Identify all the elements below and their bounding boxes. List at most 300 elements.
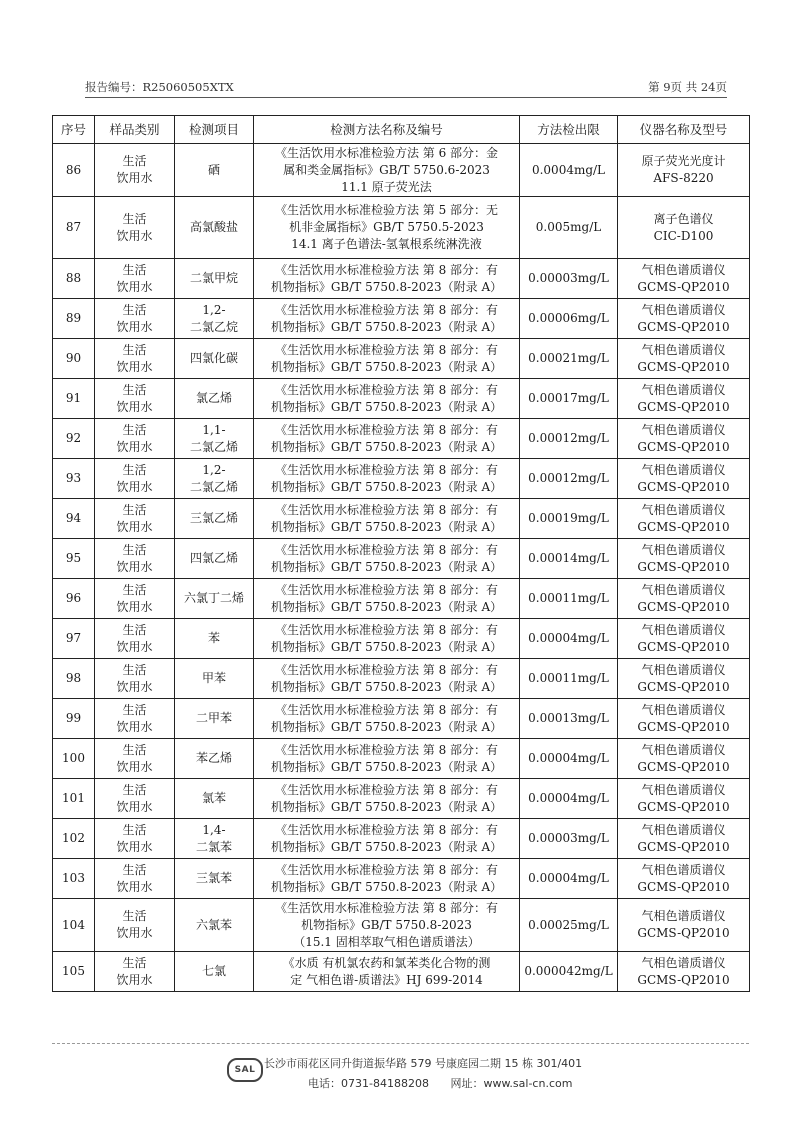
instrument-line: 气相色谱质谱仪 <box>641 422 726 437</box>
header-divider <box>85 97 727 98</box>
item-line: 二氯乙烯 <box>189 439 238 454</box>
method-line: 《生活饮用水标准检验方法 第 8 部分：有 <box>274 702 499 717</box>
cell-no: 100 <box>53 739 95 779</box>
cell-item <box>175 339 254 379</box>
method-line: 机物指标》GB/T 5750.8-2023（附录 A） <box>270 599 503 614</box>
cell-limit: 0.00011mg/L <box>520 659 618 699</box>
instrument-line: 离子色谱仪 <box>653 211 714 226</box>
cell-method <box>254 499 520 539</box>
cell-method <box>254 379 520 419</box>
method-line: 《生活饮用水标准检验方法 第 8 部分：有 <box>274 822 499 837</box>
cell-limit: 0.00004mg/L <box>520 739 618 779</box>
cell-method <box>254 299 520 339</box>
cell-instrument <box>618 379 750 419</box>
cell-instrument <box>618 579 750 619</box>
cell-no: 104 <box>53 899 95 952</box>
method-line: 机物指标》GB/T 5750.8-2023（附录 A） <box>270 439 503 454</box>
cell-limit: 0.00013mg/L <box>520 699 618 739</box>
category-line: 生活 <box>122 582 147 597</box>
method-line: 机非金属指标》GB/T 5750.5-2023 <box>289 220 484 234</box>
category-line: 生活 <box>122 422 147 437</box>
instrument-line: GCMS-QP2010 <box>637 926 730 940</box>
cell-no: 95 <box>53 539 95 579</box>
method-line: 定 气相色谱-质谱法》HJ 699-2014 <box>290 972 483 987</box>
cell-category <box>95 144 175 197</box>
cell-item <box>175 619 254 659</box>
cell-limit: 0.00011mg/L <box>520 579 618 619</box>
cell-method <box>254 659 520 699</box>
cell-item <box>175 299 254 339</box>
method-line: （15.1 固相萃取气相色谱质谱法） <box>293 934 480 949</box>
cell-item <box>175 952 254 992</box>
cell-limit: 0.00014mg/L <box>520 539 618 579</box>
cell-instrument <box>618 299 750 339</box>
cell-no: 89 <box>53 299 95 339</box>
instrument-line: GCMS-QP2010 <box>637 879 730 894</box>
cell-category <box>95 419 175 459</box>
item-line: 三氯苯 <box>195 871 232 885</box>
instrument-line: GCMS-QP2010 <box>637 679 730 694</box>
cell-item <box>175 739 254 779</box>
cell-item <box>175 699 254 739</box>
cell-item <box>175 499 254 539</box>
cell-no: 101 <box>53 779 95 819</box>
cell-no: 97 <box>53 619 95 659</box>
category-line: 生活 <box>122 822 147 837</box>
page-number: 第 9页 共 24页 <box>648 80 727 94</box>
method-line: 机物指标》GB/T 5750.8-2023（附录 A） <box>270 519 503 534</box>
cell-category <box>95 259 175 299</box>
cell-category <box>95 499 175 539</box>
table-row <box>53 952 750 992</box>
category-line: 饮用水 <box>116 799 153 814</box>
cell-category <box>95 299 175 339</box>
col-header-limit: 方法检出限 <box>520 116 618 144</box>
category-line: 生活 <box>122 862 147 877</box>
item-line: 七氯 <box>201 964 226 978</box>
method-line: 11.1 原子荧光法 <box>341 179 432 194</box>
method-line: 机物指标》GB/T 5750.8-2023（附录 A） <box>270 759 503 774</box>
table-row <box>53 499 750 539</box>
item-line: 1,2- <box>202 462 226 477</box>
item-line: 二甲苯 <box>195 711 232 725</box>
cell-method <box>254 459 520 499</box>
cell-instrument <box>618 739 750 779</box>
cell-instrument <box>618 499 750 539</box>
report-number: 报告编号：R25060505XTX <box>85 80 234 94</box>
method-line: 机物指标》GB/T 5750.8-2023（附录 A） <box>270 839 503 854</box>
method-line: 机物指标》GB/T 5750.8-2023 <box>301 917 472 932</box>
method-line: 属和类金属指标》GB/T 5750.6-2023 <box>283 162 490 177</box>
method-line: 《生活饮用水标准检验方法 第 8 部分：有 <box>274 502 499 517</box>
cell-no: 102 <box>53 819 95 859</box>
cell-category <box>95 659 175 699</box>
instrument-line: GCMS-QP2010 <box>637 719 730 734</box>
item-line: 1,1- <box>202 422 226 437</box>
cell-item <box>175 197 254 259</box>
instrument-line: 气相色谱质谱仪 <box>641 462 726 477</box>
instrument-line: GCMS-QP2010 <box>637 839 730 854</box>
category-line: 饮用水 <box>116 719 153 734</box>
cell-category <box>95 197 175 259</box>
cell-instrument <box>618 197 750 259</box>
cell-category <box>95 579 175 619</box>
item-line: 甲苯 <box>201 671 226 685</box>
cell-limit: 0.00003mg/L <box>520 819 618 859</box>
instrument-line: GCMS-QP2010 <box>637 972 730 987</box>
cell-instrument <box>618 619 750 659</box>
instrument-line: 气相色谱质谱仪 <box>641 862 726 877</box>
category-line: 饮用水 <box>116 599 153 614</box>
instrument-line: GCMS-QP2010 <box>637 479 730 494</box>
item-line: 苯乙烯 <box>195 751 232 765</box>
cell-category <box>95 739 175 779</box>
category-line: 生活 <box>122 909 147 923</box>
category-line: 生活 <box>122 211 147 226</box>
instrument-line: GCMS-QP2010 <box>637 599 730 614</box>
test-methods-table <box>52 115 750 992</box>
instrument-line: GCMS-QP2010 <box>637 439 730 454</box>
method-line: 机物指标》GB/T 5750.8-2023（附录 A） <box>270 559 503 574</box>
table-row <box>53 459 750 499</box>
instrument-line: 气相色谱质谱仪 <box>641 909 726 923</box>
item-line: 二氯苯 <box>195 839 232 854</box>
cell-instrument <box>618 699 750 739</box>
table-row <box>53 699 750 739</box>
cell-method <box>254 739 520 779</box>
instrument-line: GCMS-QP2010 <box>637 319 730 334</box>
table-row <box>53 659 750 699</box>
item-line: 氯苯 <box>201 791 226 805</box>
instrument-line: 气相色谱质谱仪 <box>641 955 726 970</box>
cell-method <box>254 859 520 899</box>
category-line: 饮用水 <box>116 679 153 694</box>
method-line: 14.1 离子色谱法-氢氧根系统淋洗液 <box>291 237 482 251</box>
table-row <box>53 859 750 899</box>
table-row <box>53 579 750 619</box>
method-line: 机物指标》GB/T 5750.8-2023（附录 A） <box>270 319 503 334</box>
cell-limit: 0.00025mg/L <box>520 899 618 952</box>
category-line: 生活 <box>122 955 147 970</box>
item-line: 高氯酸盐 <box>189 220 238 234</box>
company-logo: SAL <box>227 1058 263 1082</box>
cell-limit: 0.00006mg/L <box>520 299 618 339</box>
category-line: 饮用水 <box>116 559 153 574</box>
table-row <box>53 739 750 779</box>
cell-limit: 0.00004mg/L <box>520 619 618 659</box>
cell-limit: 0.00004mg/L <box>520 859 618 899</box>
cell-category <box>95 699 175 739</box>
instrument-line: 气相色谱质谱仪 <box>641 262 726 277</box>
category-line: 饮用水 <box>116 639 153 654</box>
cell-category <box>95 819 175 859</box>
table-row <box>53 899 750 952</box>
item-line: 二氯乙烯 <box>189 479 238 494</box>
table-header-row <box>53 116 750 144</box>
instrument-line: GCMS-QP2010 <box>637 559 730 574</box>
cell-item <box>175 779 254 819</box>
cell-limit: 0.00012mg/L <box>520 419 618 459</box>
cell-instrument <box>618 419 750 459</box>
method-line: 《水质 有机氯农药和氯苯类化合物的测 <box>282 955 491 970</box>
cell-item <box>175 419 254 459</box>
cell-method <box>254 619 520 659</box>
cell-category <box>95 539 175 579</box>
cell-method <box>254 419 520 459</box>
cell-item <box>175 859 254 899</box>
cell-instrument <box>618 779 750 819</box>
cell-method <box>254 819 520 859</box>
instrument-line: CIC-D100 <box>653 228 714 243</box>
category-line: 生活 <box>122 382 147 397</box>
cell-method <box>254 259 520 299</box>
instrument-line: GCMS-QP2010 <box>637 799 730 814</box>
method-line: 机物指标》GB/T 5750.8-2023（附录 A） <box>270 639 503 654</box>
cell-instrument <box>618 659 750 699</box>
item-line: 四氯乙烯 <box>189 551 238 565</box>
cell-limit: 0.00019mg/L <box>520 499 618 539</box>
method-line: 《生活饮用水标准检验方法 第 5 部分：无 <box>274 203 499 217</box>
cell-limit: 0.00017mg/L <box>520 379 618 419</box>
category-line: 饮用水 <box>116 228 153 243</box>
cell-no: 86 <box>53 144 95 197</box>
item-line: 硒 <box>207 162 220 177</box>
cell-item <box>175 539 254 579</box>
cell-instrument <box>618 899 750 952</box>
category-line: 饮用水 <box>116 319 153 334</box>
footer-divider <box>52 1043 749 1044</box>
instrument-line: GCMS-QP2010 <box>637 759 730 774</box>
method-line: 《生活饮用水标准检验方法 第 8 部分：有 <box>274 262 499 277</box>
method-line: 《生活饮用水标准检验方法 第 8 部分：有 <box>274 582 499 597</box>
table-row <box>53 259 750 299</box>
item-line: 六氯苯 <box>195 917 232 932</box>
table-row <box>53 819 750 859</box>
cell-limit: 0.00003mg/L <box>520 259 618 299</box>
cell-method <box>254 899 520 952</box>
instrument-line: GCMS-QP2010 <box>637 639 730 654</box>
cell-category <box>95 459 175 499</box>
category-line: 饮用水 <box>116 399 153 414</box>
method-line: 《生活饮用水标准检验方法 第 8 部分：有 <box>274 862 499 877</box>
category-line: 饮用水 <box>116 519 153 534</box>
category-line: 生活 <box>122 462 147 477</box>
instrument-line: GCMS-QP2010 <box>637 519 730 534</box>
method-line: 机物指标》GB/T 5750.8-2023（附录 A） <box>270 479 503 494</box>
cell-method <box>254 197 520 259</box>
category-line: 生活 <box>122 542 147 557</box>
cell-category <box>95 379 175 419</box>
instrument-line: 气相色谱质谱仪 <box>641 502 726 517</box>
category-line: 饮用水 <box>116 926 153 940</box>
instrument-line: 气相色谱质谱仪 <box>641 742 726 757</box>
item-line: 二氯乙烷 <box>189 319 238 334</box>
method-line: 机物指标》GB/T 5750.8-2023（附录 A） <box>270 799 503 814</box>
cell-instrument <box>618 339 750 379</box>
cell-item <box>175 144 254 197</box>
item-line: 氯乙烯 <box>195 391 232 405</box>
cell-instrument <box>618 952 750 992</box>
category-line: 生活 <box>122 702 147 717</box>
category-line: 生活 <box>122 154 147 168</box>
table-row <box>53 419 750 459</box>
instrument-line: 气相色谱质谱仪 <box>641 302 726 317</box>
cell-limit: 0.0004mg/L <box>520 144 618 197</box>
cell-method <box>254 539 520 579</box>
cell-instrument <box>618 539 750 579</box>
instrument-line: 原子荧光光度计 <box>641 154 726 168</box>
category-line: 生活 <box>122 262 147 277</box>
cell-instrument <box>618 819 750 859</box>
method-line: 《生活饮用水标准检验方法 第 8 部分：有 <box>274 622 499 637</box>
instrument-line: 气相色谱质谱仪 <box>641 822 726 837</box>
cell-no: 98 <box>53 659 95 699</box>
cell-no: 91 <box>53 379 95 419</box>
company-website: 网址：www.sal-cn.com <box>450 1077 573 1090</box>
instrument-line: 气相色谱质谱仪 <box>641 382 726 397</box>
method-line: 《生活饮用水标准检验方法 第 8 部分：有 <box>274 422 499 437</box>
instrument-line: 气相色谱质谱仪 <box>641 582 726 597</box>
method-line: 《生活饮用水标准检验方法 第 8 部分：有 <box>274 382 499 397</box>
category-line: 饮用水 <box>116 479 153 494</box>
col-header-category: 样品类别 <box>95 116 175 144</box>
cell-method <box>254 339 520 379</box>
instrument-line: 气相色谱质谱仪 <box>641 342 726 357</box>
instrument-line: GCMS-QP2010 <box>637 359 730 374</box>
item-line: 1,4- <box>202 822 226 837</box>
cell-item <box>175 819 254 859</box>
table-row <box>53 299 750 339</box>
method-line: 《生活饮用水标准检验方法 第 8 部分：有 <box>274 302 499 317</box>
col-header-item: 检测项目 <box>175 116 254 144</box>
method-line: 机物指标》GB/T 5750.8-2023（附录 A） <box>270 879 503 894</box>
cell-no: 94 <box>53 499 95 539</box>
company-address: 长沙市雨花区同升街道振华路 579 号康庭园二期 15 栋 301/401 <box>264 1057 583 1070</box>
cell-instrument <box>618 259 750 299</box>
category-line: 饮用水 <box>116 972 153 987</box>
table-body <box>53 144 750 992</box>
company-phone: 电话：0731-84188208 <box>308 1077 429 1090</box>
cell-limit: 0.00012mg/L <box>520 459 618 499</box>
method-line: 机物指标》GB/T 5750.8-2023（附录 A） <box>270 359 503 374</box>
cell-no: 87 <box>53 197 95 259</box>
cell-no: 93 <box>53 459 95 499</box>
method-line: 《生活饮用水标准检验方法 第 8 部分：有 <box>274 782 499 797</box>
table-row <box>53 539 750 579</box>
category-line: 饮用水 <box>116 759 153 774</box>
cell-limit: 0.005mg/L <box>520 197 618 259</box>
cell-no: 92 <box>53 419 95 459</box>
table-row <box>53 779 750 819</box>
item-line: 六氯丁二烯 <box>183 591 244 605</box>
cell-limit: 0.000042mg/L <box>520 952 618 992</box>
table-row <box>53 197 750 259</box>
cell-category <box>95 779 175 819</box>
method-line: 机物指标》GB/T 5750.8-2023（附录 A） <box>270 679 503 694</box>
cell-no: 90 <box>53 339 95 379</box>
cell-no: 103 <box>53 859 95 899</box>
instrument-line: 气相色谱质谱仪 <box>641 702 726 717</box>
cell-category <box>95 899 175 952</box>
category-line: 生活 <box>122 342 147 357</box>
method-line: 机物指标》GB/T 5750.8-2023（附录 A） <box>270 719 503 734</box>
cell-category <box>95 859 175 899</box>
table-row <box>53 144 750 197</box>
category-line: 饮用水 <box>116 171 153 185</box>
cell-category <box>95 952 175 992</box>
instrument-line: GCMS-QP2010 <box>637 279 730 294</box>
method-line: 《生活饮用水标准检验方法 第 8 部分：有 <box>274 542 499 557</box>
category-line: 饮用水 <box>116 879 153 894</box>
cell-method <box>254 579 520 619</box>
table-row <box>53 339 750 379</box>
cell-no: 99 <box>53 699 95 739</box>
col-header-instrument: 仪器名称及型号 <box>618 116 750 144</box>
method-line: 《生活饮用水标准检验方法 第 6 部分：金 <box>274 145 499 160</box>
category-line: 生活 <box>122 502 147 517</box>
instrument-line: AFS-8220 <box>653 171 714 185</box>
cell-category <box>95 619 175 659</box>
category-line: 生活 <box>122 782 147 797</box>
method-line: 《生活饮用水标准检验方法 第 8 部分：有 <box>274 662 499 677</box>
item-line: 1,2- <box>202 302 226 317</box>
method-line: 机物指标》GB/T 5750.8-2023（附录 A） <box>270 399 503 414</box>
category-line: 饮用水 <box>116 839 153 854</box>
item-line: 苯 <box>207 631 220 645</box>
item-line: 三氯乙烯 <box>189 511 238 525</box>
cell-instrument <box>618 859 750 899</box>
item-line: 四氯化碳 <box>189 351 238 365</box>
cell-item <box>175 579 254 619</box>
method-line: 机物指标》GB/T 5750.8-2023（附录 A） <box>270 279 503 294</box>
category-line: 饮用水 <box>116 439 153 454</box>
cell-limit: 0.00021mg/L <box>520 339 618 379</box>
method-line: 《生活饮用水标准检验方法 第 8 部分：有 <box>274 742 499 757</box>
cell-instrument <box>618 459 750 499</box>
cell-method <box>254 779 520 819</box>
category-line: 生活 <box>122 302 147 317</box>
method-line: 《生活饮用水标准检验方法 第 8 部分：有 <box>274 462 499 477</box>
table-row <box>53 379 750 419</box>
cell-method <box>254 952 520 992</box>
cell-item <box>175 659 254 699</box>
item-line: 二氯甲烷 <box>189 271 238 285</box>
category-line: 生活 <box>122 622 147 637</box>
cell-no: 88 <box>53 259 95 299</box>
cell-instrument <box>618 144 750 197</box>
cell-item <box>175 379 254 419</box>
cell-no: 105 <box>53 952 95 992</box>
instrument-line: 气相色谱质谱仪 <box>641 782 726 797</box>
instrument-line: 气相色谱质谱仪 <box>641 622 726 637</box>
cell-method <box>254 144 520 197</box>
cell-category <box>95 339 175 379</box>
company-contact <box>308 1075 590 1091</box>
table-row <box>53 619 750 659</box>
cell-item <box>175 259 254 299</box>
instrument-line: 气相色谱质谱仪 <box>641 542 726 557</box>
cell-limit: 0.00004mg/L <box>520 779 618 819</box>
instrument-line: 气相色谱质谱仪 <box>641 662 726 677</box>
method-line: 《生活饮用水标准检验方法 第 8 部分：有 <box>274 342 499 357</box>
cell-method <box>254 699 520 739</box>
cell-item <box>175 899 254 952</box>
category-line: 生活 <box>122 662 147 677</box>
cell-no: 96 <box>53 579 95 619</box>
method-line: 《生活饮用水标准检验方法 第 8 部分：有 <box>274 900 499 915</box>
col-header-no: 序号 <box>53 116 95 144</box>
instrument-line: GCMS-QP2010 <box>637 399 730 414</box>
